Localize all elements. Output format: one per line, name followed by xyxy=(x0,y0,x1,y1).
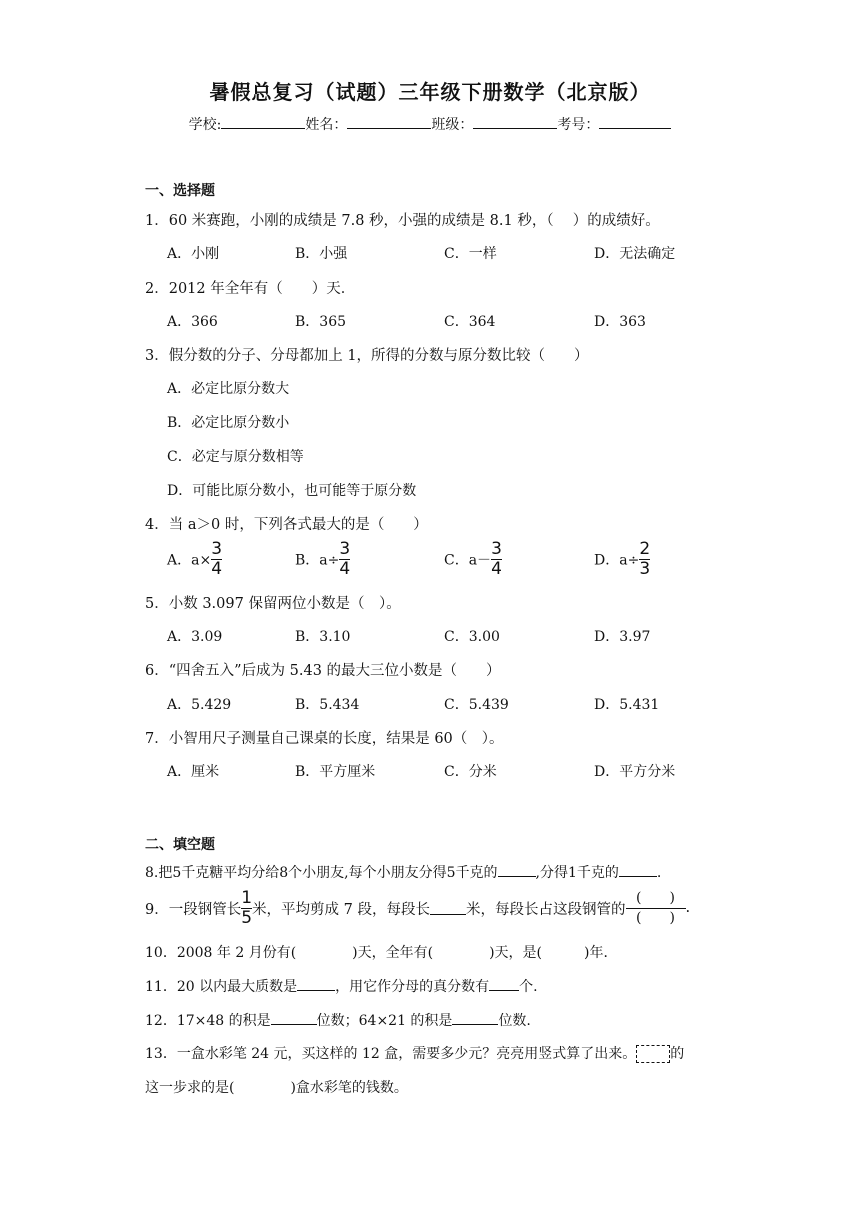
question-3: 3．假分数的分子、分母都加上 1，所得的分数与原分数比较（ ） xyxy=(145,348,589,364)
q8-text-1: 8.把5千克糖平均分给8个小朋友,每个小朋友分得5千克的 xyxy=(145,865,498,881)
school-label: 学校: xyxy=(188,117,222,133)
question-11 xyxy=(145,976,538,996)
number-blank[interactable] xyxy=(599,114,671,129)
q8-blank-1[interactable] xyxy=(498,863,536,877)
q1-option-c[interactable]: C．一样 xyxy=(444,246,497,262)
q4-b-fraction: $\frac{3}{4}$ xyxy=(339,539,351,579)
q6-option-c[interactable]: C．5.439 xyxy=(444,697,509,713)
q3-option-d[interactable]: D．可能比原分数小，也可能等于原分数 xyxy=(167,483,417,499)
q5-option-d[interactable]: D．3.97 xyxy=(594,629,651,645)
question-13 xyxy=(145,1043,684,1063)
q11-blank-2[interactable] xyxy=(489,977,519,991)
name-label: 姓名： xyxy=(305,117,348,133)
q9-blank[interactable] xyxy=(430,901,466,915)
q9-text-3: 米，每段长占这段钢管的 xyxy=(466,901,626,918)
q8-text-3: . xyxy=(656,865,662,881)
q11-blank-1[interactable] xyxy=(297,977,335,991)
q7-option-b[interactable]: B．平方厘米 xyxy=(295,764,376,780)
question-12 xyxy=(145,1010,531,1030)
school-blank[interactable] xyxy=(221,114,305,129)
number-label: 考号： xyxy=(557,117,600,133)
question-2: 2．2012 年全年有（ ）天． xyxy=(145,281,356,297)
q7-option-c[interactable]: C．分米 xyxy=(444,764,497,780)
question-5: 5．小数 3.097 保留两位小数是（ ）。 xyxy=(145,596,401,612)
q8-text-2: ,分得1千克的 xyxy=(535,865,619,881)
class-blank[interactable] xyxy=(473,114,557,129)
q7-option-a[interactable]: A．厘米 xyxy=(167,764,220,780)
class-label: 班级： xyxy=(431,117,474,133)
question-1: 1．60 米赛跑，小刚的成绩是 7.8 秒，小强的成绩是 8.1 秒，（ ）的成绩好。 xyxy=(145,213,660,229)
q9-text-2: 米，平均剪成 7 段，每段长 xyxy=(252,901,431,918)
q2-option-c[interactable]: C．364 xyxy=(444,314,496,330)
q12-text-1: 12．17×48 的积是 xyxy=(145,1013,271,1029)
q9-length-fraction: $\frac{1}{5}$ xyxy=(241,887,253,928)
name-blank[interactable] xyxy=(347,114,431,129)
q5-option-b[interactable]: B．3.10 xyxy=(295,629,351,645)
q4-c-label: C．a－ xyxy=(444,552,492,569)
question-4: 4．当 a＞0 时，下列各式最大的是（ ） xyxy=(145,517,428,533)
question-9 xyxy=(145,885,690,931)
question-7: 7．小智用尺子测量自己课桌的长度，结果是 60（ ）。 xyxy=(145,731,504,747)
q5-option-a[interactable]: A．3.09 xyxy=(167,629,223,645)
question-8 xyxy=(145,862,661,882)
q12-blank-1[interactable] xyxy=(271,1011,317,1025)
q4-c-fraction: $\frac{3}{4}$ xyxy=(491,539,502,579)
q4-option-b[interactable] xyxy=(295,541,350,578)
section-choice-heading: 一、选择题 xyxy=(145,183,215,199)
question-10: 10．2008 年 2 月份有( )天，全年有( )天，是( )年． xyxy=(145,945,618,961)
q4-option-c[interactable] xyxy=(444,541,502,578)
q12-text-3: 位数. xyxy=(498,1013,531,1029)
q6-option-b[interactable]: B．5.434 xyxy=(295,697,360,713)
q11-text-3: 个. xyxy=(519,979,538,995)
q3-option-b[interactable]: B．必定比原分数小 xyxy=(167,415,290,431)
q1-option-d[interactable]: D．无法确定 xyxy=(594,246,676,262)
q4-d-fraction: $\frac{2}{3}$ xyxy=(639,539,651,579)
q4-b-label: B．a÷ xyxy=(295,552,340,569)
q12-blank-2[interactable] xyxy=(452,1011,498,1025)
question-13-line-2: 这一步求的是( )盒水彩笔的钱数。 xyxy=(145,1080,408,1096)
q12-text-2: 位数；64×21 的积是 xyxy=(316,1013,453,1029)
q13-dashed-box xyxy=(636,1045,670,1063)
q2-option-b[interactable]: B．365 xyxy=(295,314,347,330)
question-6: 6．“四舍五入”后成为 5.43 的最大三位小数是（ ） xyxy=(145,663,501,679)
q9-answer-fraction[interactable]: ( ) ( ) xyxy=(626,890,686,925)
q6-option-a[interactable]: A．5.429 xyxy=(167,697,232,713)
q2-option-a[interactable]: A．366 xyxy=(167,314,218,330)
q13-text-2: 的 xyxy=(670,1046,685,1062)
q11-text-2: ，用它作分母的真分数有 xyxy=(335,979,490,995)
q7-option-d[interactable]: D．平方分米 xyxy=(594,764,676,780)
q4-a-fraction: $\frac{3}{4}$ xyxy=(211,539,223,579)
q1-option-b[interactable]: B．小强 xyxy=(295,246,348,262)
q3-option-c[interactable]: C．必定与原分数相等 xyxy=(167,449,304,465)
q4-d-label: D．a÷ xyxy=(594,552,640,569)
q5-option-c[interactable]: C．3.00 xyxy=(444,629,500,645)
q6-option-d[interactable]: D．5.431 xyxy=(594,697,660,713)
q3-option-a[interactable]: A．必定比原分数大 xyxy=(167,381,290,397)
q9-text-1: 9．一段钢管长 xyxy=(145,901,242,918)
q9-text-4: . xyxy=(685,900,691,916)
q1-option-a[interactable]: A．小刚 xyxy=(167,246,220,262)
page-title: 暑假总复习（试题）三年级下册数学（北京版） xyxy=(209,80,651,104)
q4-option-d[interactable] xyxy=(594,541,650,578)
q4-a-label: A．a× xyxy=(167,552,212,569)
q4-option-a[interactable] xyxy=(167,541,222,578)
q13-text-1: 13．一盒水彩笔 24 元，买这样的 12 盒，需要多少元？亮亮用竖式算了出来。 xyxy=(145,1046,637,1062)
q11-text-1: 11．20 以内最大质数是 xyxy=(145,979,298,995)
q8-blank-2[interactable] xyxy=(619,863,657,877)
student-info-line xyxy=(0,114,860,134)
q2-option-d[interactable]: D．363 xyxy=(594,314,646,330)
section-fill-heading: 二、填空题 xyxy=(145,837,215,853)
